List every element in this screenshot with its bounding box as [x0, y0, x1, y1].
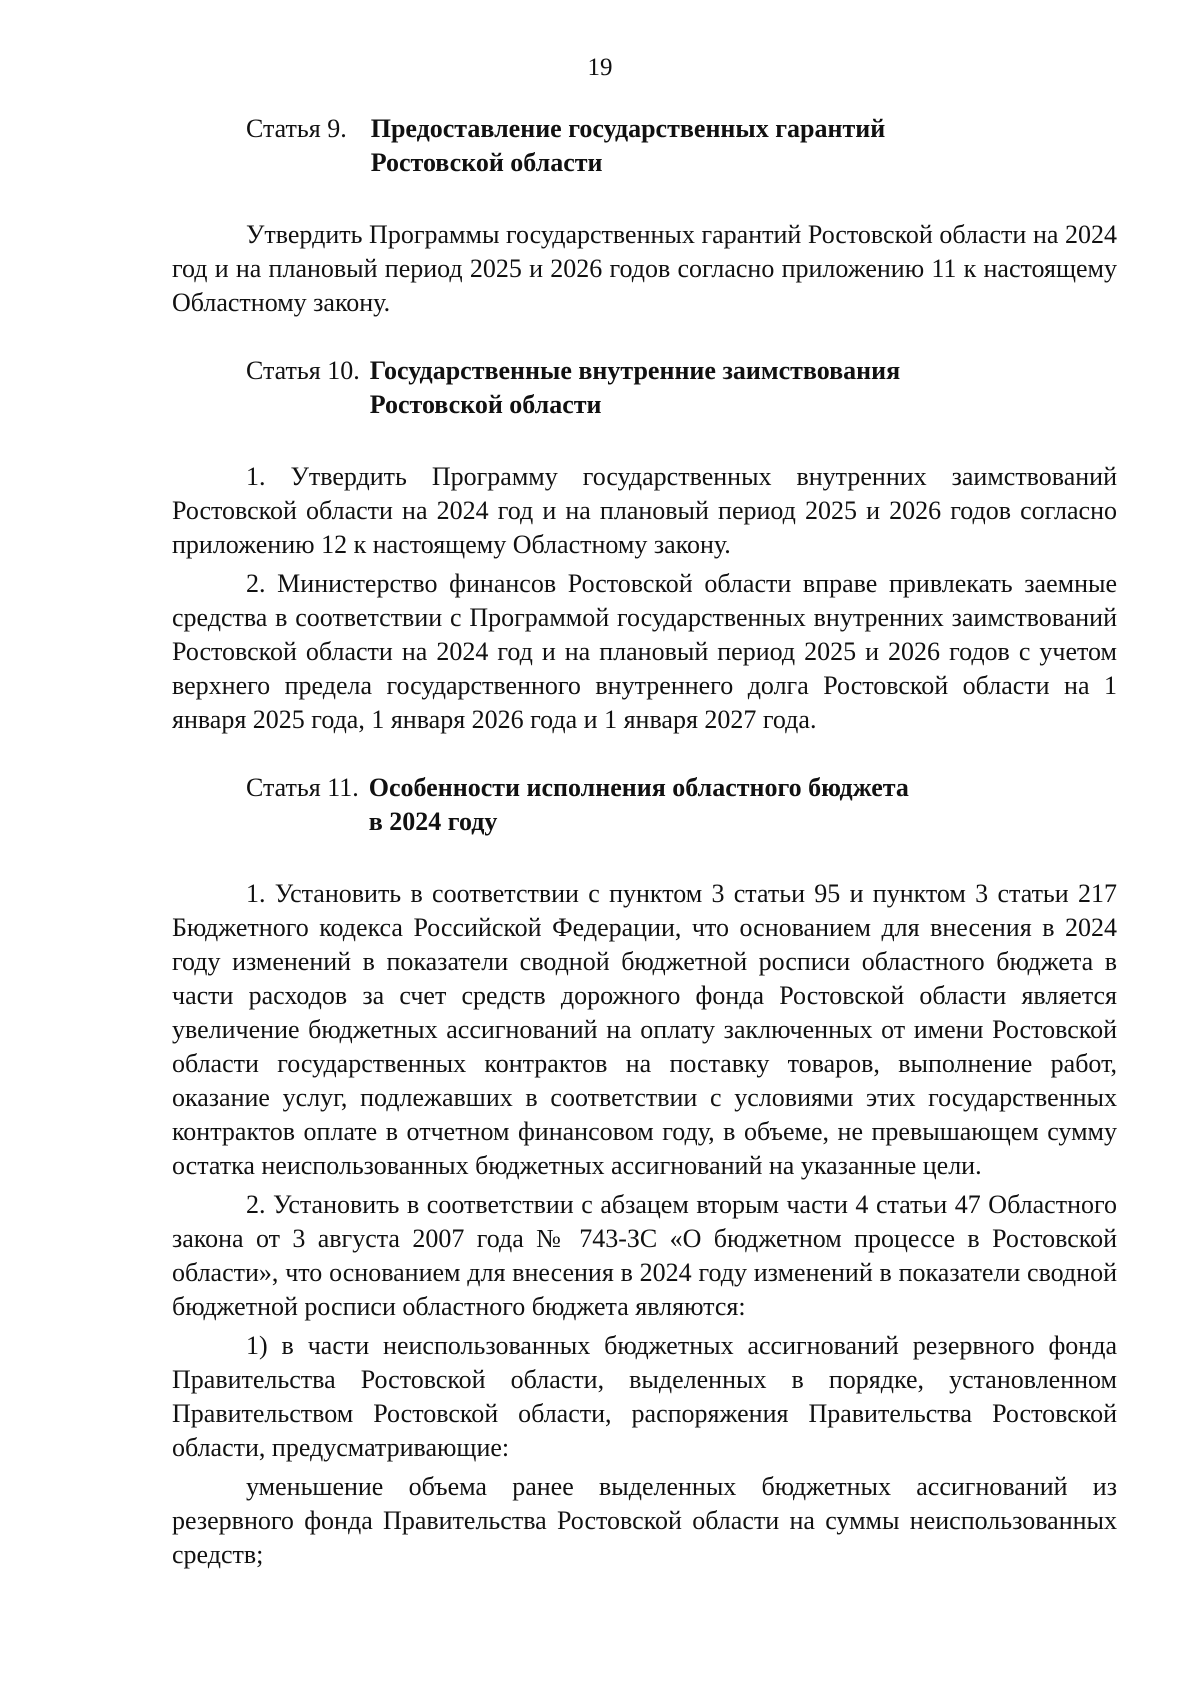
article-title-line: Ростовской области: [369, 390, 602, 419]
paragraph: уменьшение объема ранее выделенных бюджетных ассигнований из резервного фонда Правительства Ростовской области на суммы неиспользованных средств;: [172, 1472, 1117, 1569]
paragraph: 1. Утвердить Программу государственных внутренних заимствований Ростовской области на 2024 год и на плановый период 2025 и 2026 годов согласно приложению 12 к настоящему Областному закону.: [172, 462, 1117, 559]
article-title-line: Ростовской области: [370, 148, 603, 177]
article-title: [371, 112, 885, 180]
article-number: Статья 10.: [246, 356, 360, 385]
article-title: [369, 771, 909, 839]
page-number: 19: [587, 54, 613, 81]
article-title-line: Предоставление государственных гарантий: [370, 114, 886, 143]
paragraph: 2. Министерство финансов Ростовской области вправе привлекать заемные средства в соответствии с Программой государственных внутренних заимствований Ростовской области на 2024 год и на плановый период 2025 и 2026 годов с учетом верхнего предела государственного внутреннего долга Ростовской области на 1 января 2025 года, 1 января 2026 года и 1 января 2027 года.: [172, 569, 1117, 734]
paragraph: 1. Установить в соответствии с пунктом 3 статьи 95 и пунктом 3 статьи 217 Бюджетного кодекса Российской Федерации, что основанием для внесения в 2024 году изменений в показатели сводной бюджетной росписи областного бюджета в части расходов за счет средств дорожного фонда Ростовской области является увеличение бюджетных ассигнований на оплату заключенных от имени Ростовской области государственных контрактов на поставку товаров, выполнение работ, оказание услуг, подлежавших в соответствии с условиями этих государственных контрактов оплате в отчетном финансовом году, в объеме, не превышающем сумму остатка неиспользованных бюджетных ассигнований на указанные цели.: [172, 879, 1117, 1180]
document-body: [172, 112, 1117, 1572]
article-title-line: Особенности исполнения областного бюджета: [368, 773, 909, 802]
paragraph: 2. Установить в соответствии с абзацем вторым части 4 статьи 47 Областного закона от 3 августа 2007 года № 743-ЗС «О бюджетном процессе в Ростовской области», что основанием для внесения в 2024 году изменений в показатели сводной бюджетной росписи областного бюджета являются:: [172, 1190, 1117, 1321]
article-9-heading: [172, 112, 1117, 180]
article-title-line: Государственные внутренние заимствования: [369, 356, 901, 385]
article-title: [370, 354, 900, 422]
article-number: Статья 9.: [246, 114, 347, 143]
paragraph: Утвердить Программы государственных гарантий Ростовской области на 2024 год и на плановый период 2025 и 2026 годов согласно приложению 11 к настоящему Областному закону.: [172, 220, 1117, 317]
paragraph: 1) в части неиспользованных бюджетных ассигнований резервного фонда Правительства Ростовской области, выделенных в порядке, установленном Правительством Ростовской области, распоряжения Правительства Ростовской области, предусматривающие:: [172, 1331, 1117, 1462]
article-10-heading: [172, 354, 1117, 422]
article-11-heading: [172, 771, 1117, 839]
article-title-line: в 2024 году: [368, 807, 498, 836]
article-number: Статья 11.: [246, 773, 359, 802]
